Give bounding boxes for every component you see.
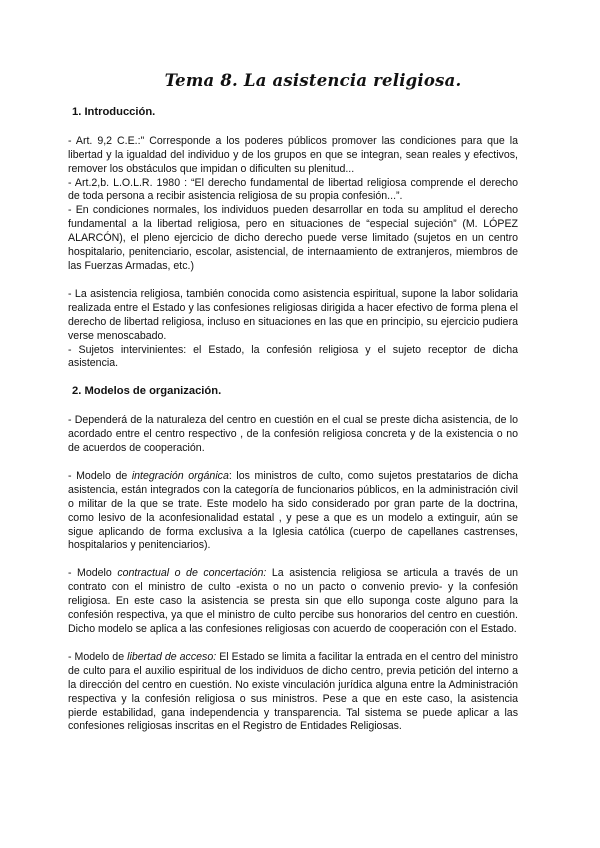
term-libertad-acceso: libertad de acceso: xyxy=(127,650,217,663)
term-contractual: contractual o de concertación: xyxy=(117,567,267,580)
section-heading-introduccion: 1. Introducción. xyxy=(72,105,156,118)
term-integracion-organica: integración orgánica xyxy=(131,469,229,482)
paragraph-dependera: - Dependerá de la naturaleza del centro en cuestión en el cual se preste dicha asistencia, de lo acordado entre el centro respectivo , de la confesión religiosa concreta y de la existencia o no de acuerdos de cooperación. xyxy=(68,414,518,455)
paragraph-modelo-contractual: - Modelo contractual o de concertación: La asistencia religiosa se articula a través de un contrato con el ministro de culto -exista o no un pacto o convenio previo- y la confesión religiosa. En este caso la asistencia se presta sin que ello suponga coste alguno para la confesión respectiva, ya que el ministro de culto percibe sus honorarios del centro en cuestión. Dicho modelo se aplica a las confesiones religiosas con acuerdo de cooperación con el Estado. xyxy=(68,567,518,635)
paragraph-art-9-2: - Art. 9,2 C.E.:" Corresponde a los poderes públicos promover las condiciones para que la libertad y la igualdad del individuo y de los grupos en que se integran, sean reales y efectivos, remover los obstáculos que impidan o dificulten su plenitud... xyxy=(68,134,518,175)
paragraph-art-2b: - Art.2,b. L.O.L.R. 1980 : “El derecho fundamental de libertad religiosa comprende el derecho de toda persona a recibir asistencia religiosa de su propia confesión...”. xyxy=(68,176,518,203)
paragraph-condiciones-normales: - En condiciones normales, los individuos pueden desarrollar en toda su amplitud el derecho fundamental a la libertad religiosa, pero en situaciones de “especial sujeción” (M. LÓPEZ ALARCÓN), el pleno ejercicio de dicho derecho puede verse limitado (sujetos en un centro hospitalario, penitenciario, escolar, asistencial, de internaamiento de extranjeros, miembros de las Fuerzas Armadas, etc.) xyxy=(68,204,518,272)
section-heading-modelos: 2. Modelos de organización. xyxy=(72,385,222,398)
paragraph-modelo-libertad-acceso: - Modelo de libertad de acceso: El Estado se limita a facilitar la entrada en el centro del ministro de culto para el auxilio espiritual de los individuos de dicho centro, previa petición del interno a la dirección del centro en cuestión. No existe vinculación jurídica alguna entre la Administración respectiva y la confesión religiosa o sus ministros. Pese a que en este caso, la asistencia pierde estabilidad, gana independencia y transparencia. Tal sistema se puede aplicar a las confesiones religiosas inscritas en el Registro de Entidades Religiosas. xyxy=(68,650,519,733)
paragraph-asistencia-religiosa: - La asistencia religiosa, también conocida como asistencia espiritual, supone la labor solidaria realizada entre el Estado y las confesiones religiosas dirigida a hacer efectivo de forma plena el derecho de libertad religiosa, incluso en situaciones en las que en principio, su ejercicio pudiera verse menoscabado. xyxy=(68,287,518,342)
paragraph-sujetos-intervinientes: - Sujetos intervinientes: el Estado, la confesión religiosa y el sujeto receptor de dicha asistencia. xyxy=(68,343,518,370)
paragraph-modelo-integracion: - Modelo de integración orgánica: los ministros de culto, como sujetos prestatarios de dicha asistencia, están integrados con la categoría de funcionarios públicos, en la administración civil o militar de la que se trate. Este modelo ha sido considerado por gran parte de la doctrina, como lesivo de la aconfesionalidad estatal , y pese a que es un modelo a extinguir, aún se sigue aplicando de forma exclusiva a la Iglesia católica (cuerpo de capellanes castrenses, hospitalarios y penitenciarios). xyxy=(68,469,519,552)
page-title: Tema 8. La asistencia religiosa. xyxy=(164,71,462,90)
